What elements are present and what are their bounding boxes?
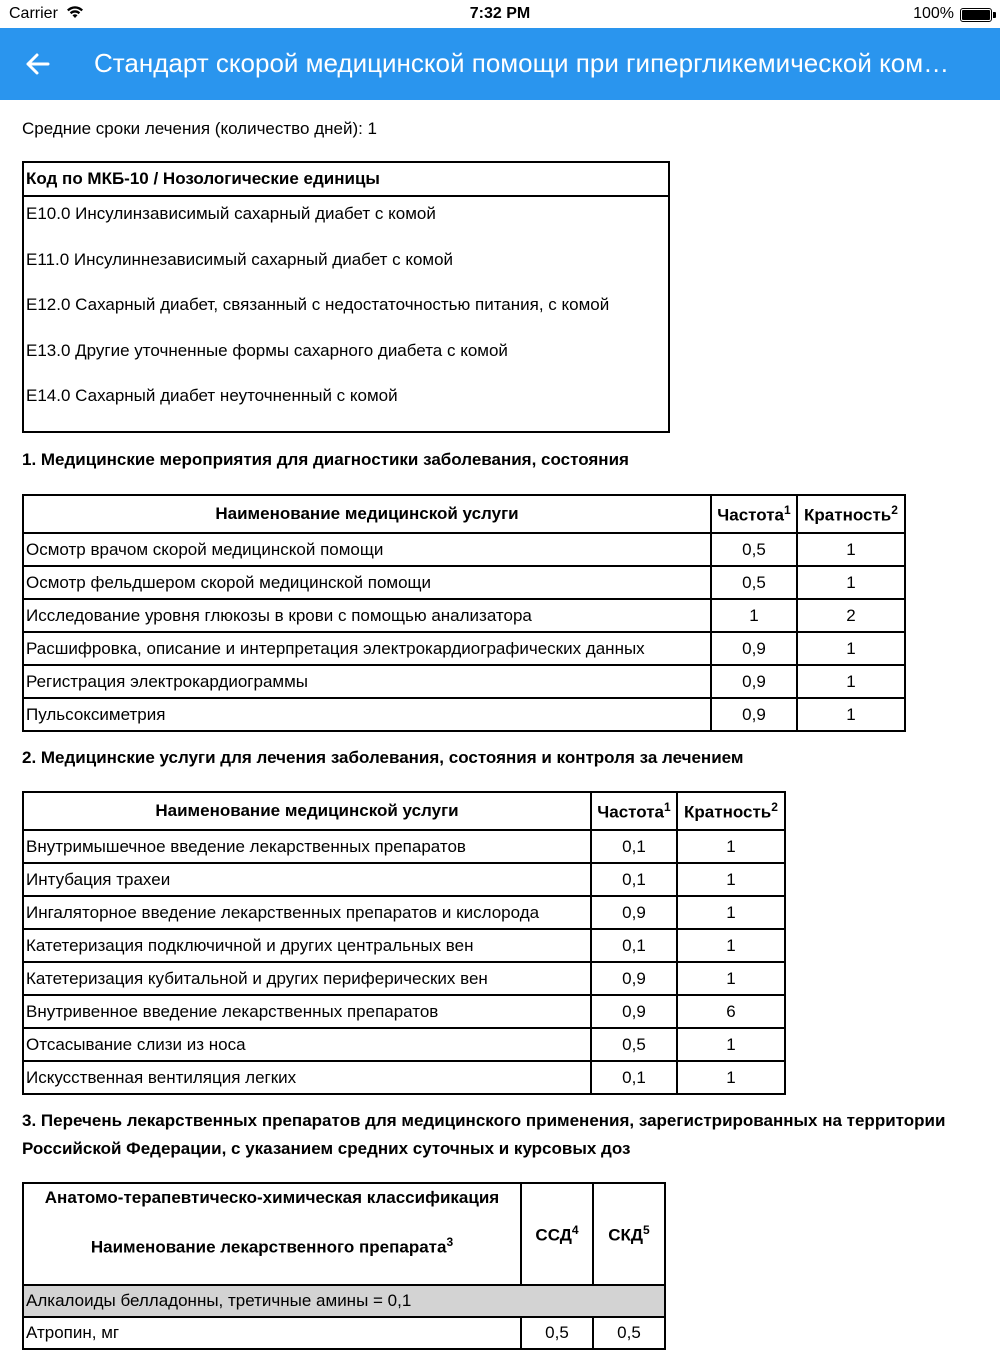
table-row: Осмотр врачом скорой медицинской помощи 0,5 1 — [23, 533, 905, 566]
table-row: Внутримышечное введение лекарственных препаратов 0,1 1 — [23, 830, 785, 863]
column-header-name: Наименование медицинской услуги — [23, 495, 711, 533]
table-row: Исследование уровня глюкозы в крови с помощью анализатора 1 2 — [23, 599, 905, 632]
icd-table-header: Код по МКБ-10 / Нозологические единицы — [23, 162, 669, 196]
status-bar — [0, 0, 1000, 28]
table-row: Катетеризация подключичной и других центральных вен 0,1 1 — [23, 929, 785, 962]
icd-table — [22, 161, 670, 433]
table-row: Искусственная вентиляция легких 0,1 1 — [23, 1061, 785, 1094]
clock: 7:32 PM — [469, 5, 531, 22]
battery-percentage: 100% — [913, 5, 954, 22]
column-header-multiplicity: Кратность$^2$ — [797, 495, 905, 533]
section-2-title: 2. Медицинские услуги для лечения заболевания, состояния и контроля за лечением — [22, 748, 744, 767]
section-3-title: 3. Перечень лекарственных препаратов для медицинского применения, зарегистрированных на территории Российской Федерации, с указанием средних суточных и курсовых доз — [22, 1111, 946, 1158]
diagnostics-table — [22, 494, 906, 732]
table-row: Отсасывание слизи из носа 0,5 1 — [23, 1028, 785, 1061]
table-group-row: Алкалоиды белладонны, третичные амины = 0,1 — [23, 1285, 665, 1317]
table-row: Пульсоксиметрия 0,9 1 — [23, 698, 905, 731]
table-row: Регистрация электрокардиограммы 0,9 1 — [23, 665, 905, 698]
column-header-name: Наименование медицинской услуги — [23, 792, 591, 830]
column-header-classification: Анатомо-терапевтическо-химическая классификация Наименование лекарственного препарата$^3$ — [23, 1183, 521, 1285]
column-header-ssd: ССД$^4$ — [521, 1183, 593, 1285]
section-1-title: 1. Медицинские мероприятия для диагностики заболевания, состояния — [22, 450, 629, 469]
app-bar — [0, 28, 1000, 100]
page-title: Стандарт скорой медицинской помощи при гипергликемической ком… — [94, 48, 950, 78]
carrier-label: Carrier — [9, 5, 58, 22]
icd-row: E11.0 Инсулиннезависимый сахарный диабет с комой — [26, 249, 454, 269]
treatment-duration: Средние сроки лечения (количество дней): 1 — [22, 119, 378, 138]
table-row: Катетеризация кубитальной и других периферических вен 0,9 1 — [23, 962, 785, 995]
column-header-skd: СКД$^5$ — [593, 1183, 665, 1285]
icd-row: E12.0 Сахарный диабет, связанный с недостаточностью питания, с комой — [26, 295, 610, 314]
icd-row: E13.0 Другие уточненные формы сахарного диабета с комой — [26, 340, 508, 360]
column-header-multiplicity: Кратность$^2$ — [677, 792, 785, 830]
icd-row: E10.0 Инсулинзависимый сахарный диабет с комой — [26, 204, 436, 223]
column-header-frequency: Частота$^1$ — [711, 495, 797, 533]
table-row: Расшифровка, описание и интерпретация электрокардиографических данных 0,9 1 — [23, 632, 905, 665]
icd-row: E14.0 Сахарный диабет неуточненный с комой — [26, 386, 398, 405]
icd-table-body — [23, 196, 669, 432]
column-header-frequency: Частота$^1$ — [591, 792, 677, 830]
table-row: Ингаляторное введение лекарственных препаратов и кислорода 0,9 1 — [23, 896, 785, 929]
table-row: Интубация трахеи 0,1 1 — [23, 863, 785, 896]
treatment-services-table — [22, 791, 786, 1095]
back-arrow-icon[interactable] — [20, 46, 56, 82]
medications-table — [22, 1182, 666, 1350]
table-row: Внутривенное введение лекарственных препаратов 0,9 6 — [23, 995, 785, 1028]
table-row: Осмотр фельдшером скорой медицинской помощи 0,5 1 — [23, 566, 905, 599]
battery-icon — [960, 8, 992, 22]
table-row: Атропин, мг 0,5 0,5 — [23, 1317, 665, 1349]
